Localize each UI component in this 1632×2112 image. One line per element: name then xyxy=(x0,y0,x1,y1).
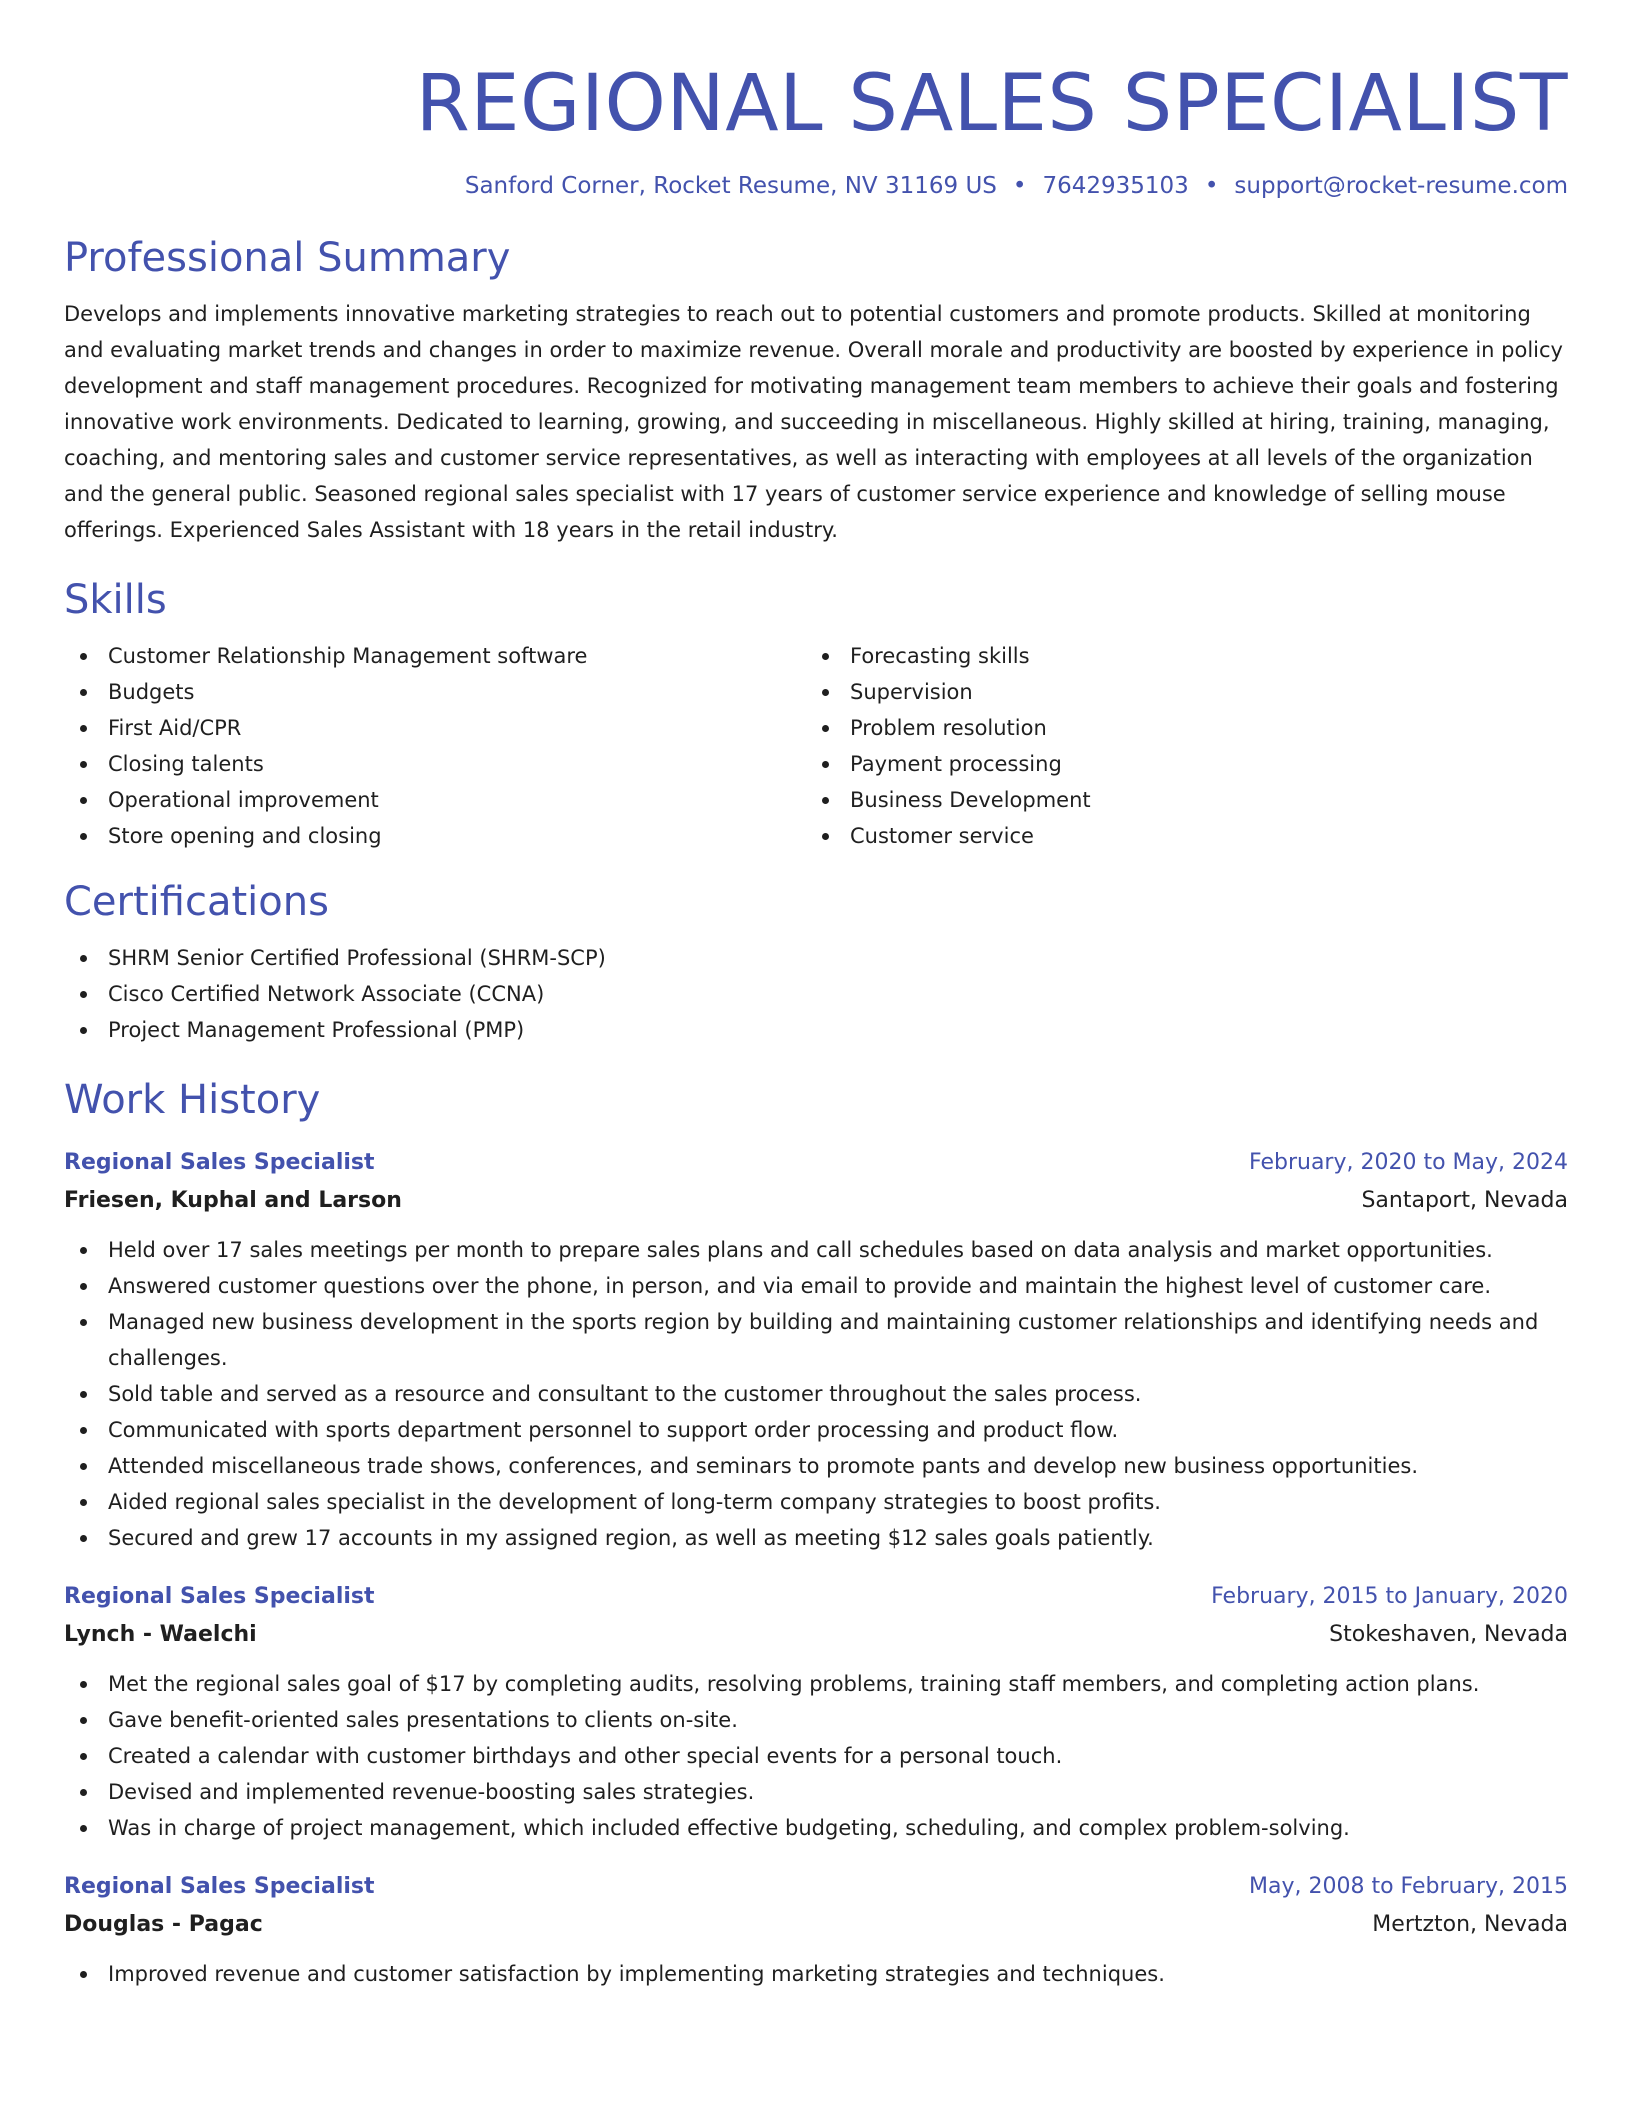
job-bullet: Held over 17 sales meetings per month to prepare sales plans and call schedules based on data analysis and market opportunities. xyxy=(64,1232,1568,1268)
skills-grid xyxy=(64,638,1568,854)
skills-heading: Skills xyxy=(64,577,167,623)
contact-line xyxy=(64,170,1568,202)
certifications-list xyxy=(64,940,1568,1048)
contact-separator: • xyxy=(1204,173,1219,199)
contact-address: Sanford Corner, Rocket Resume, NV 31169 US xyxy=(464,173,997,199)
skill-item: Payment processing xyxy=(806,746,1548,782)
job-location: Mertzton, Nevada xyxy=(1372,1912,1568,1937)
job-entry xyxy=(64,1868,1568,1992)
job-bullet: Was in charge of project management, which included effective budgeting, scheduling, and complex problem-solving. xyxy=(64,1810,1568,1846)
certification-item: Cisco Certified Network Associate (CCNA) xyxy=(64,976,1568,1012)
job-employer xyxy=(64,1182,1568,1220)
job-entry xyxy=(64,1144,1568,1556)
job-dates: February, 2020 to May, 2024 xyxy=(1249,1150,1568,1175)
resume-page xyxy=(64,0,1568,1992)
job-title: Regional Sales Specialist xyxy=(64,1874,375,1899)
job-bullet: Gave benefit-oriented sales presentations to clients on-site. xyxy=(64,1702,1568,1738)
job-bullet: Sold table and served as a resource and consultant to the customer throughout the sales process. xyxy=(64,1376,1568,1412)
certification-item: SHRM Senior Certified Professional (SHRM-SCP) xyxy=(64,940,1568,976)
skill-item: Closing talents xyxy=(64,746,806,782)
contact-separator: • xyxy=(1012,173,1027,199)
job-header xyxy=(64,1868,1568,1906)
skills-list-left xyxy=(64,638,806,854)
certifications-heading: Certifications xyxy=(64,879,329,925)
job-bullet: Communicated with sports department personnel to support order processing and product flow. xyxy=(64,1412,1568,1448)
job-location: Stokeshaven, Nevada xyxy=(1329,1622,1568,1647)
job-employer xyxy=(64,1616,1568,1654)
certification-item: Project Management Professional (PMP) xyxy=(64,1012,1568,1048)
job-bullet: Devised and implemented revenue-boosting sales strategies. xyxy=(64,1774,1568,1810)
job-company: Lynch - Waelchi xyxy=(64,1622,257,1647)
job-bullet: Aided regional sales specialist in the development of long-term company strategies to boost profits. xyxy=(64,1484,1568,1520)
skill-item: Operational improvement xyxy=(64,782,806,818)
job-bullet: Secured and grew 17 accounts in my assigned region, as well as meeting $12 sales goals patiently. xyxy=(64,1520,1568,1556)
job-bullet: Met the regional sales goal of $17 by completing audits, resolving problems, training staff members, and completing action plans. xyxy=(64,1666,1568,1702)
resume-title: REGIONAL SALES SPECIALIST xyxy=(415,59,1568,149)
job-location: Santaport, Nevada xyxy=(1361,1188,1568,1213)
job-bullet: Answered customer questions over the phone, in person, and via email to provide and maintain the highest level of customer care. xyxy=(64,1268,1568,1304)
summary-heading: Professional Summary xyxy=(64,235,511,281)
job-bullets xyxy=(64,1232,1568,1556)
skill-item: First Aid/CPR xyxy=(64,710,806,746)
summary-text: Develops and implements innovative marketing strategies to reach out to potential customers and promote products. Skilled at monitoring and evaluating market trends and changes in order to maximize revenue. Overall morale and productivity are boosted by experience in policy development and staff management procedures. Recognized for motivating management team members to achieve their goals and fostering innovative work environments. Dedicated to learning, growing, and succeeding in miscellaneous. Highly skilled at hiring, training, managing, coaching, and mentoring sales and customer service representatives, as well as interacting with employees at all levels of the organization and the general public. Seasoned regional sales specialist with 17 years of customer service experience and knowledge of selling mouse offerings. Experienced Sales Assistant with 18 years in the retail industry. xyxy=(64,302,1563,542)
skill-item: Supervision xyxy=(806,674,1548,710)
skill-item: Customer Relationship Management software xyxy=(64,638,806,674)
work-history-heading: Work History xyxy=(64,1077,321,1123)
job-bullet: Created a calendar with customer birthdays and other special events for a personal touch. xyxy=(64,1738,1568,1774)
job-header xyxy=(64,1578,1568,1616)
job-bullets xyxy=(64,1666,1568,1846)
contact-phone: 7642935103 xyxy=(1042,173,1189,199)
skills-list-right xyxy=(806,638,1548,854)
contact-email[interactable]: support@rocket-resume.com xyxy=(1234,173,1568,199)
job-title: Regional Sales Specialist xyxy=(64,1150,375,1175)
job-dates: May, 2008 to February, 2015 xyxy=(1249,1874,1568,1899)
job-bullet: Managed new business development in the sports region by building and maintaining customer relationships and identifying needs and challenges. xyxy=(64,1304,1568,1376)
skill-item: Business Development xyxy=(806,782,1548,818)
job-employer xyxy=(64,1906,1568,1944)
job-company: Friesen, Kuphal and Larson xyxy=(64,1188,402,1213)
job-company: Douglas - Pagac xyxy=(64,1912,263,1937)
skill-item: Customer service xyxy=(806,818,1548,854)
job-header xyxy=(64,1144,1568,1182)
job-entry xyxy=(64,1578,1568,1846)
skill-item: Store opening and closing xyxy=(64,818,806,854)
job-title: Regional Sales Specialist xyxy=(64,1584,375,1609)
job-bullet: Attended miscellaneous trade shows, conferences, and seminars to promote pants and develop new business opportunities. xyxy=(64,1448,1568,1484)
skill-item: Budgets xyxy=(64,674,806,710)
job-dates: February, 2015 to January, 2020 xyxy=(1211,1584,1568,1609)
job-bullets xyxy=(64,1956,1568,1992)
skill-item: Problem resolution xyxy=(806,710,1548,746)
skill-item: Forecasting skills xyxy=(806,638,1548,674)
job-bullet: Improved revenue and customer satisfaction by implementing marketing strategies and techniques. xyxy=(64,1956,1568,1992)
